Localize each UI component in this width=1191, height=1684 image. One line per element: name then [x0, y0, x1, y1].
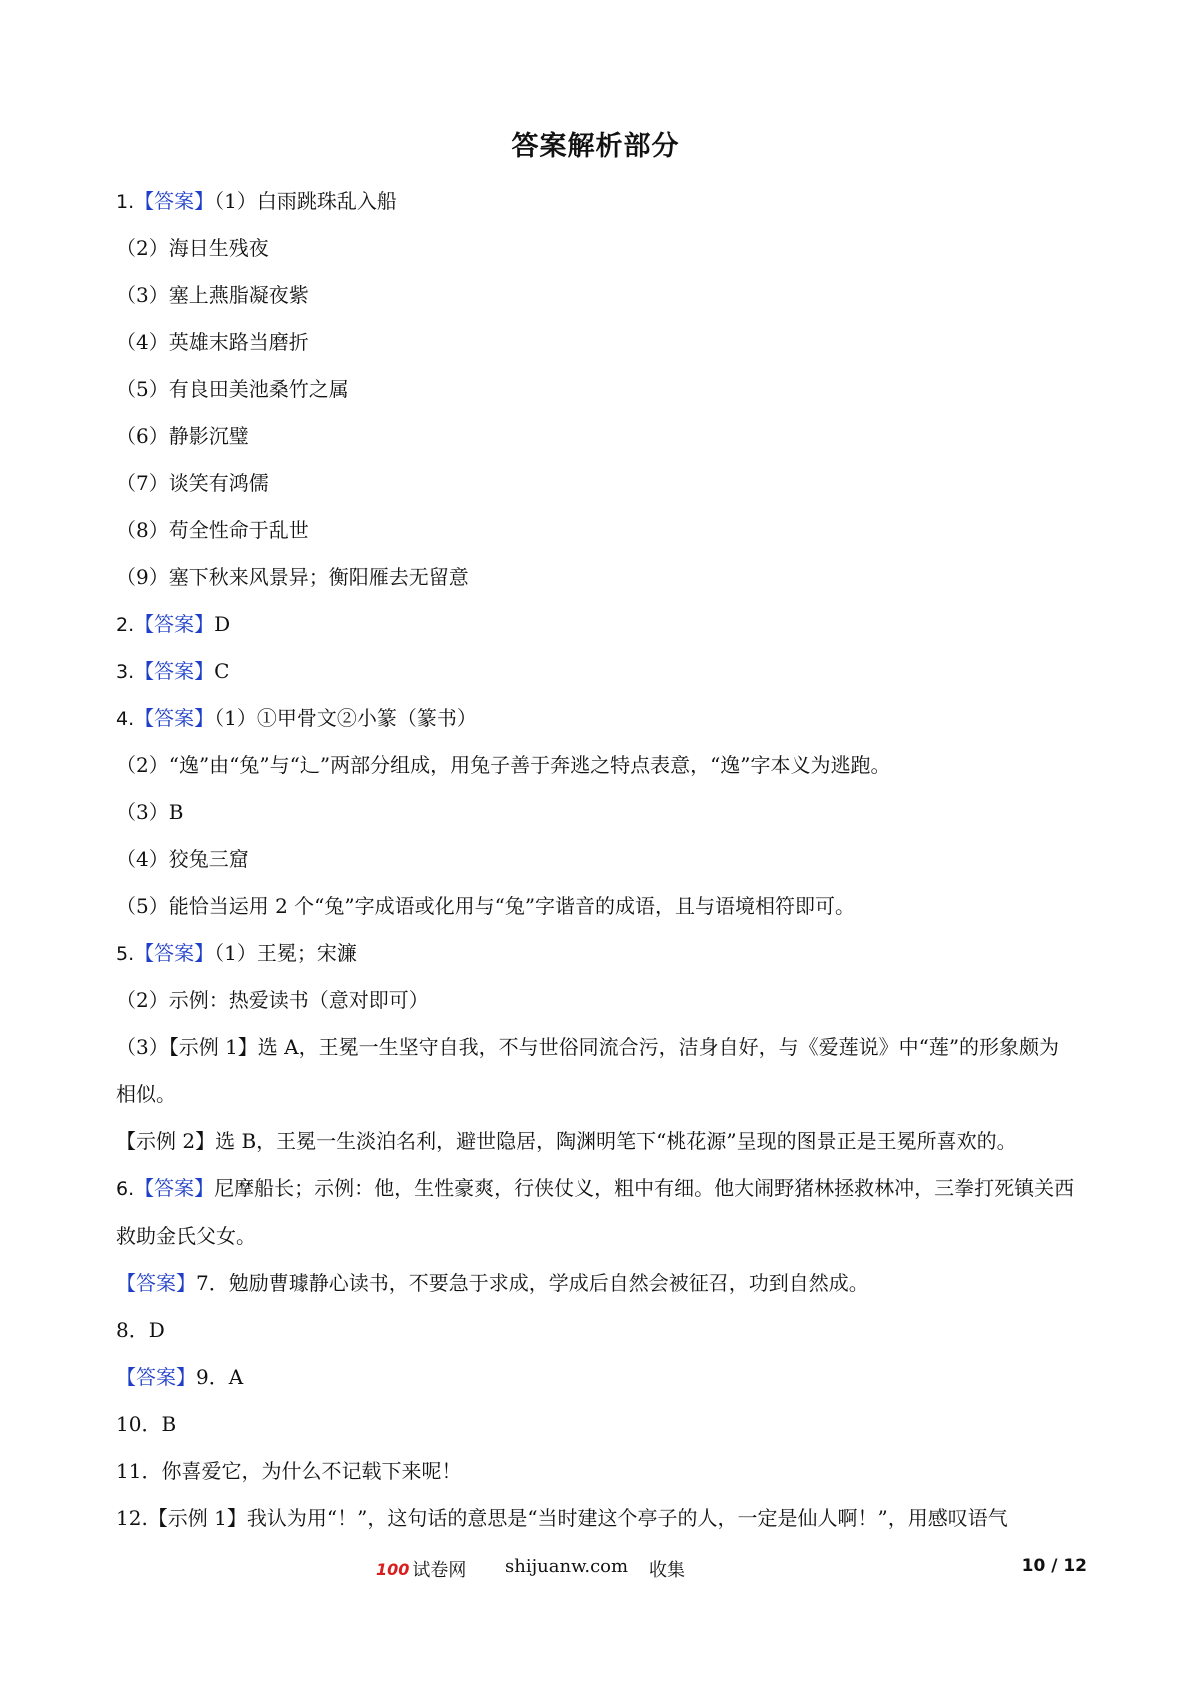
answer-text: （4）狡兔三窟: [116, 847, 249, 871]
answer-line: [116, 930, 1078, 977]
question-number: 6.: [116, 1178, 135, 1200]
answer-text: 9．A: [196, 1365, 244, 1389]
answer-line: [116, 1448, 1078, 1495]
answer-line: [116, 883, 1078, 930]
answer-tag: 【答案】: [134, 659, 215, 683]
answer-text: （1）白雨跳珠乱入船: [214, 189, 397, 213]
answer-text: C: [214, 659, 230, 683]
answer-text: （1）王冕；宋濂: [214, 941, 357, 965]
answer-line: [116, 1024, 1078, 1118]
answer-text: （9）塞下秋来风景异；衡阳雁去无留意: [116, 565, 469, 589]
answer-text: （2）“逸”由“兔”与“辶”两部分组成，用兔子善于奔逃之特点表意，“逸”字本义为逃跑。: [116, 753, 891, 777]
answer-text: （7）谈笑有鸿儒: [116, 471, 269, 495]
page-footer: [0, 1556, 1191, 1586]
answer-text: （3）【示例 1】选 A，王冕一生坚守自我，不与世俗同流合污，洁身自好，与《爱莲说》中“莲”的形象颇为相似。: [116, 1035, 1060, 1106]
answer-text: D: [214, 612, 231, 636]
answer-line: [116, 507, 1078, 554]
answer-line: [116, 178, 1078, 225]
page-number: 10 / 12: [1021, 1556, 1087, 1576]
answer-line: [116, 648, 1078, 695]
question-number: 3.: [116, 661, 135, 683]
answer-text: （2）示例：热爱读书（意对即可）: [116, 988, 429, 1012]
answer-line: [116, 789, 1078, 836]
answer-text: （4）英雄末路当磨折: [116, 330, 309, 354]
answer-tag: 【答案】: [134, 941, 215, 965]
question-number: 4.: [116, 708, 135, 730]
question-number: 2.: [116, 614, 135, 636]
answer-tag: 【答案】: [134, 706, 215, 730]
answer-text: 12.【示例 1】我认为用“！”，这句话的意思是“当时建这个亭子的人，一定是仙人啊！”，用感叹语气: [116, 1506, 1008, 1530]
answer-tag: 【答案】: [116, 1365, 196, 1389]
answer-line: [116, 413, 1078, 460]
answer-text: 【示例 2】选 B，王冕一生淡泊名利，避世隐居，陶渊明笔下“桃花源”呈现的图景正是王冕所喜欢的。: [116, 1129, 1017, 1153]
answer-line: [116, 977, 1078, 1024]
answer-text: （2）海日生残夜: [116, 236, 269, 260]
answer-text: 尼摩船长；示例：他，生性豪爽，行侠仗义，粗中有细。他大闹野猪林拯救林冲，三拳打死镇关西救助金氏父女。: [116, 1176, 1075, 1248]
answer-line: [116, 1354, 1078, 1401]
collect-label: 收集: [649, 1560, 685, 1581]
answer-text: 11．你喜爱它，为什么不记载下来呢！: [116, 1459, 462, 1483]
answer-text: （5）能恰当运用 2 个“兔”字成语或化用与“兔”字谐音的成语，且与语境相符即可。: [116, 894, 856, 918]
answer-line: [116, 272, 1078, 319]
site-logo: [376, 1556, 466, 1582]
answer-tag: 【答案】: [134, 612, 215, 636]
answer-line: [116, 1260, 1078, 1307]
logo-mark-icon: 100: [376, 1559, 410, 1579]
question-number: 1.: [116, 191, 135, 213]
answer-line: [116, 460, 1078, 507]
answer-text: （3）塞上燕脂凝夜紫: [116, 283, 309, 307]
answer-text: 8．D: [116, 1318, 165, 1342]
answer-text: 7．勉励曹璩静心读书，不要急于求成，学成后自然会被征召，功到自然成。: [196, 1271, 869, 1295]
answer-text: （5）有良田美池桑竹之属: [116, 377, 349, 401]
answer-line: [116, 742, 1078, 789]
answer-text: （1）①甲骨文②小篆（篆书）: [214, 706, 477, 730]
answer-line: [116, 1495, 1078, 1542]
answer-line: [116, 1401, 1078, 1448]
answer-tag: 【答案】: [116, 1271, 196, 1295]
answer-tag: 【答案】: [134, 1176, 215, 1200]
answer-text: （8）苟全性命于乱世: [116, 518, 309, 542]
answer-line: [116, 225, 1078, 272]
answer-line: [116, 601, 1078, 648]
answer-line: [116, 1307, 1078, 1354]
answer-line: [116, 1118, 1078, 1165]
answer-text: （3）B: [116, 800, 184, 824]
answer-text: （6）静影沉璧: [116, 424, 249, 448]
page-title: 答案解析部分: [511, 131, 680, 162]
answer-text: 10．B: [116, 1412, 177, 1436]
answer-line: [116, 836, 1078, 883]
answer-tag: 【答案】: [134, 189, 215, 213]
logo-text: 试卷网: [412, 1560, 467, 1581]
answer-line: [116, 695, 1078, 742]
answer-line: [116, 554, 1078, 601]
site-url: shijuanw.com: [505, 1556, 629, 1577]
question-number: 5.: [116, 943, 135, 965]
answer-line: [116, 319, 1078, 366]
answer-list: [116, 178, 1078, 1542]
answer-line: [116, 1165, 1078, 1260]
answer-line: [116, 366, 1078, 413]
